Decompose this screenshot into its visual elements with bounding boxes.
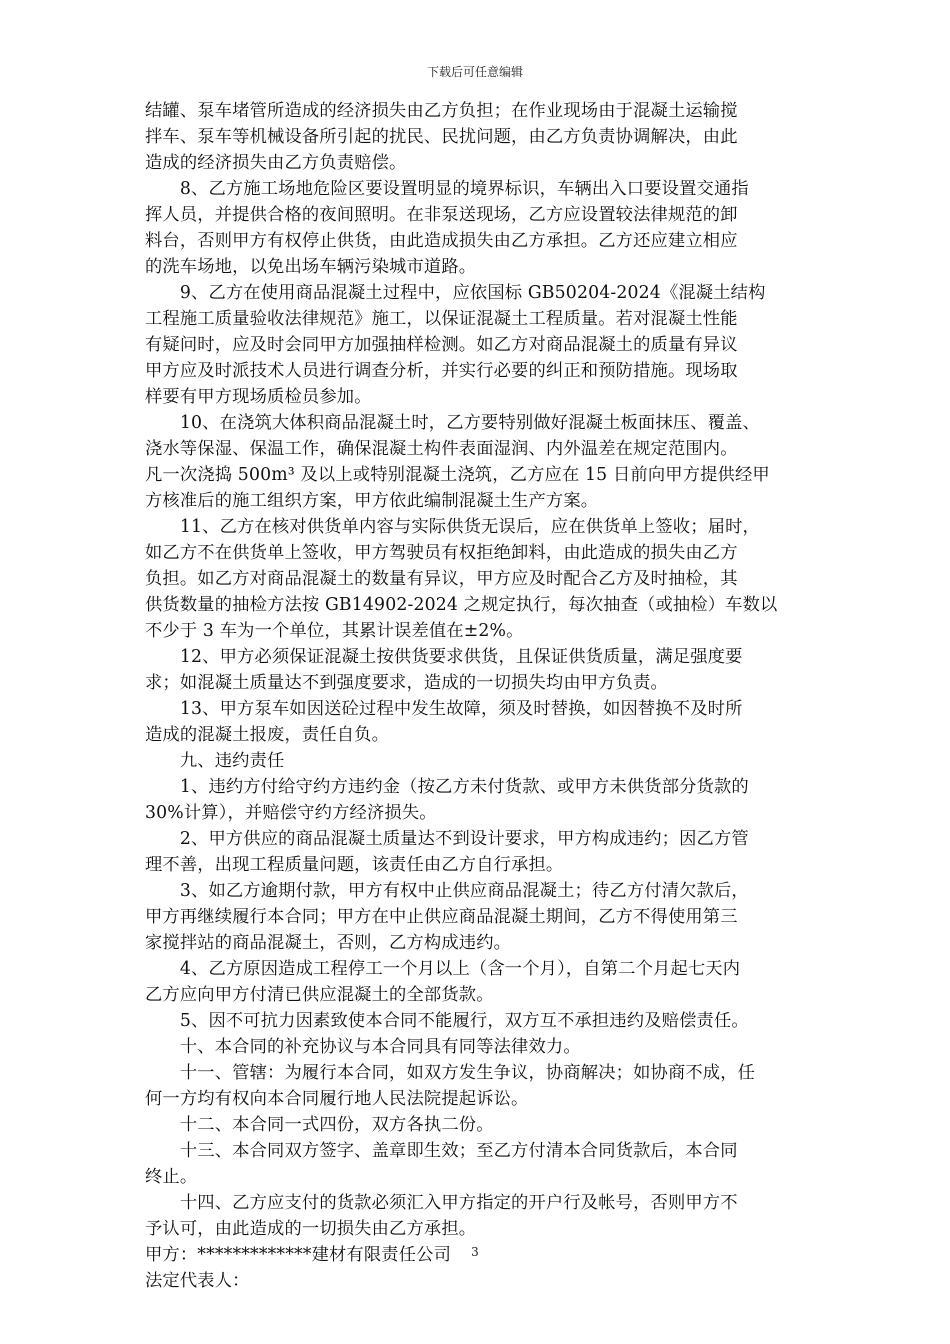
document-body — [145, 98, 809, 1294]
body-line: 十四、乙方应支付的货款必须汇入甲方指定的开户行及帐号，否则甲方不 — [145, 1193, 738, 1213]
party-a-name: 甲方：*************建材有限责任公司 — [145, 1245, 452, 1265]
body-line: 2、甲方供应的商品混凝土质量达不到设计要求，甲方构成违约；因乙方管 — [145, 829, 749, 849]
body-line: 甲方再继续履行本合同；甲方在中止供应商品混凝土期间，乙方不得使用第三 — [145, 907, 738, 927]
body-line: 不少于 3 车为一个单位，其累计误差值在±2%。 — [145, 621, 524, 641]
body-line: 30%计算），并赔偿守约方经济损失。 — [145, 803, 437, 823]
body-line: 浇水等保湿、保温工作，确保混凝土构件表面湿润、内外温差在规定范围内。 — [145, 439, 738, 459]
page-header: 下载后可任意编辑 — [426, 65, 523, 79]
body-line: 负担。如乙方对商品混凝土的数量有异议，甲方应及时配合乙方及时抽检，其 — [145, 569, 738, 589]
body-line: 11、乙方在核对供货单内容与实际供货无误后，应在供货单上签收；届时， — [145, 517, 760, 537]
body-line: 料台，否则甲方有权停止供货，由此造成损失由乙方承担。乙方还应建立相应 — [145, 231, 738, 251]
body-line: 拌车、泵车等机械设备所引起的扰民、民扰问题，由乙方负责协调解决，由此 — [145, 127, 738, 147]
body-line: 3、如乙方逾期付款，甲方有权中止供应商品混凝土；待乙方付清欠款后， — [145, 881, 749, 901]
section-heading: 九、违约责任 — [145, 751, 285, 771]
body-line: 4、乙方原因造成工程停工一个月以上（含一个月），自第二个月起七天内 — [145, 959, 741, 979]
body-line: 凡一次浇捣 500m³ 及以上或特别混凝土浇筑，乙方应在 15 日前向甲方提供经甲 — [145, 465, 770, 485]
body-line: 9、乙方在使用商品混凝土过程中，应依国标 GB50204-2024《混凝土结构 — [145, 283, 766, 303]
body-line: 如乙方不在供货单上签收，甲方驾驶员有权拒绝卸料，由此造成的损失由乙方 — [145, 543, 738, 563]
body-line: 何一方均有权向本合同履行地人民法院提起诉讼。 — [145, 1089, 529, 1109]
body-line: 十一、管辖：为履行本合同，如双方发生争议，协商解决；如协商不成，任 — [145, 1063, 756, 1083]
body-line: 十、本合同的补充协议与本合同具有同等法律效力。 — [145, 1037, 581, 1057]
body-line: 造成的经济损失由乙方负责赔偿。 — [145, 153, 407, 173]
body-line: 13、甲方泵车如因送砼过程中发生故障，须及时替换，如因替换不及时所 — [145, 699, 743, 719]
body-line: 1、违约方付给守约方违约金（按乙方未付货款、或甲方未供货部分货款的 — [145, 777, 749, 797]
body-line: 10、在浇筑大体积商品混凝土时，乙方要特别做好混凝土板面抹压、覆盖、 — [145, 413, 760, 433]
body-line: 有疑问时，应及时会同甲方加强抽样检测。如乙方对商品混凝土的质量有异议 — [145, 335, 738, 355]
body-line: 家搅拌站的商品混凝土，否则，乙方构成违约。 — [145, 933, 512, 953]
body-line: 理不善，出现工程质量问题，该责任由乙方自行承担。 — [145, 855, 564, 875]
body-line: 挥人员，并提供合格的夜间照明。在非泵送现场，乙方应设置较法律规范的卸 — [145, 205, 738, 225]
body-line: 十二、本合同一式四份，双方各执二份。 — [145, 1115, 494, 1135]
body-line: 求；如混凝土质量达不到强度要求，造成的一切损失均由甲方负责。 — [145, 673, 668, 693]
body-line: 方核准后的施工组织方案，甲方依此编制混凝土生产方案。 — [145, 491, 599, 511]
body-line: 乙方应向甲方付清已供应混凝土的全部货款。 — [145, 985, 494, 1005]
body-line: 供货数量的抽检方法按 GB14902-2024 之规定执行，每次抽查（或抽检）车数以 — [145, 595, 778, 615]
body-line: 予认可，由此造成的一切损失由乙方承担。 — [145, 1219, 477, 1239]
body-line: 结罐、泵车堵管所造成的经济损失由乙方负担；在作业现场由于混凝土运输搅 — [145, 101, 738, 121]
body-line: 12、甲方必须保证混凝土按供货要求供货，且保证供货质量，满足强度要 — [145, 647, 743, 667]
body-line: 样要有甲方现场质检员参加。 — [145, 387, 372, 407]
body-line: 8、乙方施工场地危险区要设置明显的境界标识，车辆出入口要设置交通指 — [145, 179, 749, 199]
body-line: 终止。 — [145, 1167, 198, 1187]
body-line: 的洗车场地，以免出场车辆污染城市道路。 — [145, 257, 477, 277]
body-line: 造成的混凝土报废，责任自负。 — [145, 725, 390, 745]
page-number: 3 — [471, 1245, 479, 1259]
legal-representative-label: 法定代表人： — [145, 1271, 250, 1291]
body-line: 5、因不可抗力因素致使本合同不能履行，双方互不承担违约及赔偿责任。 — [145, 1011, 749, 1031]
body-line: 十三、本合同双方签字、盖章即生效；至乙方付清本合同货款后，本合同 — [145, 1141, 738, 1161]
body-line: 工程施工质量验收法律规范》施工，以保证混凝土工程质量。若对混凝土性能 — [145, 309, 738, 329]
body-line: 甲方应及时派技术人员进行调查分析，并实行必要的纠正和预防措施。现场取 — [145, 361, 738, 381]
